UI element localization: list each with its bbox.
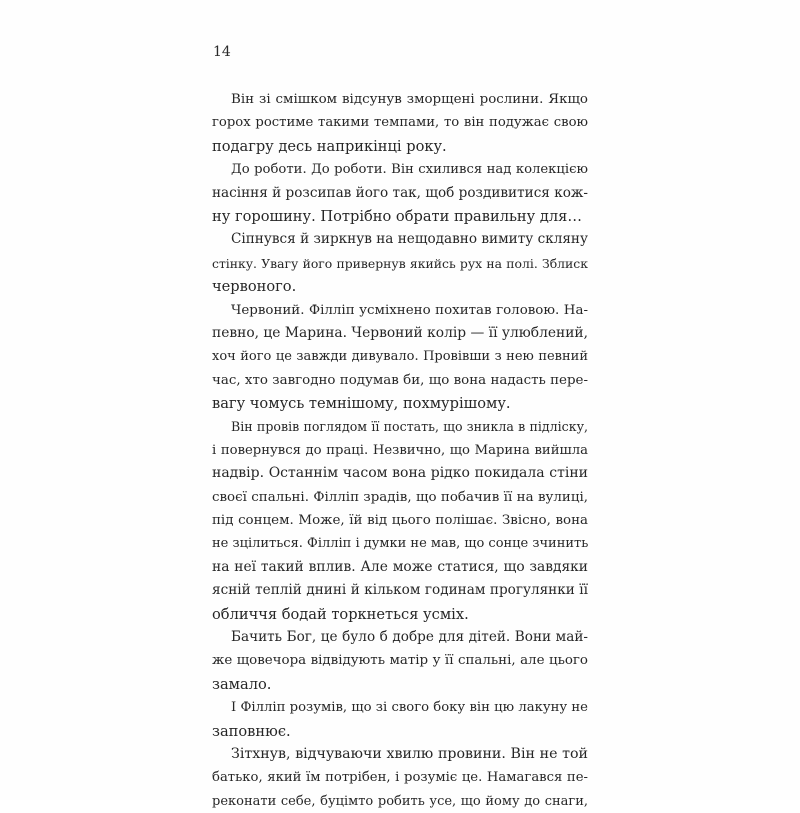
text-line: же щовечора відвідують матір у її спальні, але цього	[212, 653, 588, 669]
text-line: вагу чомусь темнішому, похмурішому.	[212, 395, 511, 413]
page-number: 14	[213, 44, 231, 60]
text-line: подагру десь наприкінці року.	[212, 137, 447, 155]
text-line: ну горошину. Потрібно обрати правильну для…	[212, 207, 582, 225]
text-line: червоного.	[212, 278, 297, 296]
text-line: певно, це Марина. Червоний колір — її улюблений,	[212, 324, 588, 341]
text-line: своєї спальні. Філліп зрадів, що побачив її на вулиці,	[212, 489, 588, 505]
text-line: реконати себе, буцімто робить усе, що йому до снаги,	[212, 793, 588, 809]
text-line: Зітхнув, відчуваючи хвилю провини. Він не той	[231, 745, 588, 762]
text-line: заповнює.	[212, 722, 291, 740]
text-line: час, хто завгодно подумав би, що вона надасть пере-	[212, 372, 588, 388]
text-line: стінку. Увагу його привернув якийсь рух на полі. Зблиск	[212, 255, 588, 271]
text-line: І Філліп розумів, що зі свого боку він цю лакуну не	[231, 700, 588, 716]
text-line: Бачить Бог, це було б добре для дітей. Вони май-	[231, 628, 588, 645]
text-line: Він провів поглядом її постать, що зникла в підліску,	[231, 419, 588, 435]
text-line: хоч його це завжди дивувало. Провівши з нею певний	[212, 349, 588, 365]
body-text	[212, 88, 588, 813]
text-line: замало.	[212, 675, 272, 693]
text-line: До роботи. До роботи. Він схилився над колекцією	[231, 162, 588, 178]
text-line: Сіпнувся й зиркнув на нещодавно вимиту скляну	[231, 231, 588, 248]
text-line: надвір. Останнім часом вона рідко покидала стіни	[212, 465, 588, 482]
text-line: насіння й розсипав його так, щоб роздивитися кож-	[212, 184, 588, 201]
text-line: під сонцем. Може, їй від цього полішає. Звісно, вона	[212, 513, 588, 529]
text-line: батько, який їм потрібен, і розуміє це. Намагався пе-	[212, 770, 588, 786]
text-line: і повернувся до праці. Незвично, що Марина вийшла	[212, 442, 588, 458]
text-line: на неї такий вплив. Але може статися, що завдяки	[212, 558, 588, 575]
text-line: ясній теплій днині й кільком годинам прогулянки її	[212, 582, 588, 599]
text-line: Він зі смішком відсунув зморщені рослини. Якщо	[231, 92, 588, 107]
text-line: горох ростиме такими темпами, то він подужає свою	[212, 115, 588, 131]
text-line: Червоний. Філліп усміхнено похитав головою. На-	[231, 302, 588, 318]
text-line: обличчя бодай торкнеться усміх.	[212, 605, 469, 623]
text-line: не зцілиться. Філліп і думки не мав, що сонце зчинить	[212, 536, 589, 552]
